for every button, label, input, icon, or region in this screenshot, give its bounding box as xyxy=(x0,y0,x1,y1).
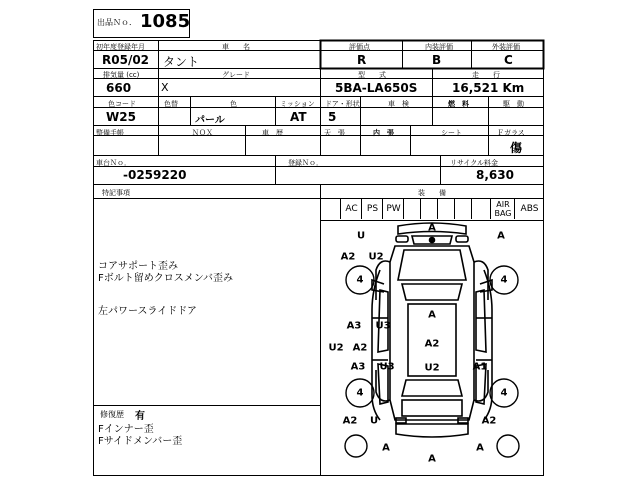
damage-code: 4 xyxy=(356,387,364,399)
damage-code: U xyxy=(369,415,379,427)
chassis-label: 車台Ｎｏ． xyxy=(96,159,131,167)
equip-blank-5 xyxy=(471,199,491,219)
damage-code: U3 xyxy=(379,361,395,373)
car-name-label: 車 名 xyxy=(222,43,250,51)
damage-code: A2 xyxy=(352,342,368,354)
equip-ps: PS xyxy=(361,199,383,219)
glass-label: Ｆガラス xyxy=(497,129,525,137)
equip-pw: PW xyxy=(382,199,404,219)
damage-code: 4 xyxy=(500,387,508,399)
recycle-value: 8,630 xyxy=(476,168,514,182)
color-value: パール xyxy=(195,115,225,126)
sunroof-label: 天 張 xyxy=(324,129,345,137)
exterior-label: 外装評価 xyxy=(492,43,520,51)
first-reg-label: 初年度登録年月 xyxy=(96,43,145,51)
remark-line: コアサポート歪み xyxy=(98,261,178,272)
equip-blank-3 xyxy=(437,199,455,219)
fuel-label: 燃 料 xyxy=(448,100,469,108)
damage-code: A1 xyxy=(472,361,488,373)
equip-blank-1 xyxy=(403,199,421,219)
mission-label: ミッション xyxy=(280,100,315,108)
damage-code: U3 xyxy=(375,320,391,332)
reg-no-label: 登録Ｎｏ． xyxy=(288,159,323,167)
equip-blank-2 xyxy=(420,199,438,219)
remarks-title: 特記事項 xyxy=(102,189,130,197)
history-label: 車 歴 xyxy=(262,129,283,137)
doors-label: ドア・形状 xyxy=(325,100,360,108)
nox-label: ＮＯＸ xyxy=(192,129,213,137)
color-label: 色 xyxy=(230,100,237,108)
damage-code: A3 xyxy=(346,320,362,332)
grade-value: X xyxy=(161,81,169,94)
equip-airbag: AIR BAG xyxy=(490,199,515,219)
damage-code: U2 xyxy=(328,342,344,354)
damage-code: U2 xyxy=(368,251,384,263)
grade-label: グレード xyxy=(222,71,250,79)
mission-value: AT xyxy=(290,110,307,124)
seat-label: シート xyxy=(441,129,462,137)
equipment-title: 装 備 xyxy=(418,189,446,197)
exterior-value: C xyxy=(504,53,513,67)
model-label: 型 式 xyxy=(358,71,386,79)
remark-line: 左パワースライドドア xyxy=(98,306,197,317)
damage-code: A xyxy=(497,230,505,242)
score-label: 評価点 xyxy=(349,43,370,51)
score-value: R xyxy=(357,53,367,67)
repair-label: 修復歴 xyxy=(100,410,124,419)
color-change-label: 色替 xyxy=(164,100,178,108)
damage-code: A xyxy=(476,442,484,454)
displacement-label: 排気量 (cc) xyxy=(103,71,140,79)
damage-code: A3 xyxy=(350,361,366,373)
interior-value: B xyxy=(432,53,442,67)
equip-blank-4 xyxy=(454,199,472,219)
equip-ac: AC xyxy=(340,199,362,219)
damage-code: U2 xyxy=(424,362,440,374)
damage-code: A xyxy=(382,442,390,454)
mileage-value: 16,521 Km xyxy=(452,81,525,95)
drive-label: 駆 動 xyxy=(503,100,524,108)
manual-label: 整備手帳 xyxy=(96,129,124,137)
recycle-label: リサイクル料金 xyxy=(450,159,499,167)
interior-hole-label: 内 張 xyxy=(373,129,394,137)
damage-code: A2 xyxy=(342,415,358,427)
repair-line: Fサイドメンバー歪 xyxy=(98,436,183,447)
glass-value: 傷 xyxy=(510,141,523,155)
damage-code: A xyxy=(428,222,436,234)
repair-line: Fインナー歪 xyxy=(98,424,154,435)
damage-code: A xyxy=(428,453,436,465)
doors-value: 5 xyxy=(328,110,337,124)
color-code-value: W25 xyxy=(106,110,136,124)
repair-value: 有 xyxy=(135,411,145,422)
color-code-label: 色コード xyxy=(108,100,136,108)
damage-code: A xyxy=(428,309,436,321)
remark-line: Fボルト留めクロスメンバ歪み xyxy=(98,273,234,284)
model-value: 5BA-LA650S xyxy=(335,81,418,95)
damage-code: A2 xyxy=(424,338,440,350)
car-name-value: タント xyxy=(163,55,200,69)
damage-code: A2 xyxy=(340,251,356,263)
equipment-row xyxy=(320,199,544,221)
interior-label: 内装評価 xyxy=(425,43,453,51)
mileage-label: 走 行 xyxy=(472,71,500,79)
first-reg-value: R05/02 xyxy=(102,53,150,67)
damage-code: U xyxy=(356,230,366,242)
inspection-label: 車 検 xyxy=(388,100,409,108)
displacement-value: 660 xyxy=(106,81,132,95)
lot-number: 1085 xyxy=(140,11,191,32)
damage-code: 4 xyxy=(356,274,364,286)
lot-label: 出品Ｎｏ． xyxy=(97,18,137,27)
chassis-value: -0259220 xyxy=(123,168,187,182)
equip-abs: ABS xyxy=(514,199,544,219)
damage-code: A2 xyxy=(481,415,497,427)
damage-code: 4 xyxy=(500,274,508,286)
